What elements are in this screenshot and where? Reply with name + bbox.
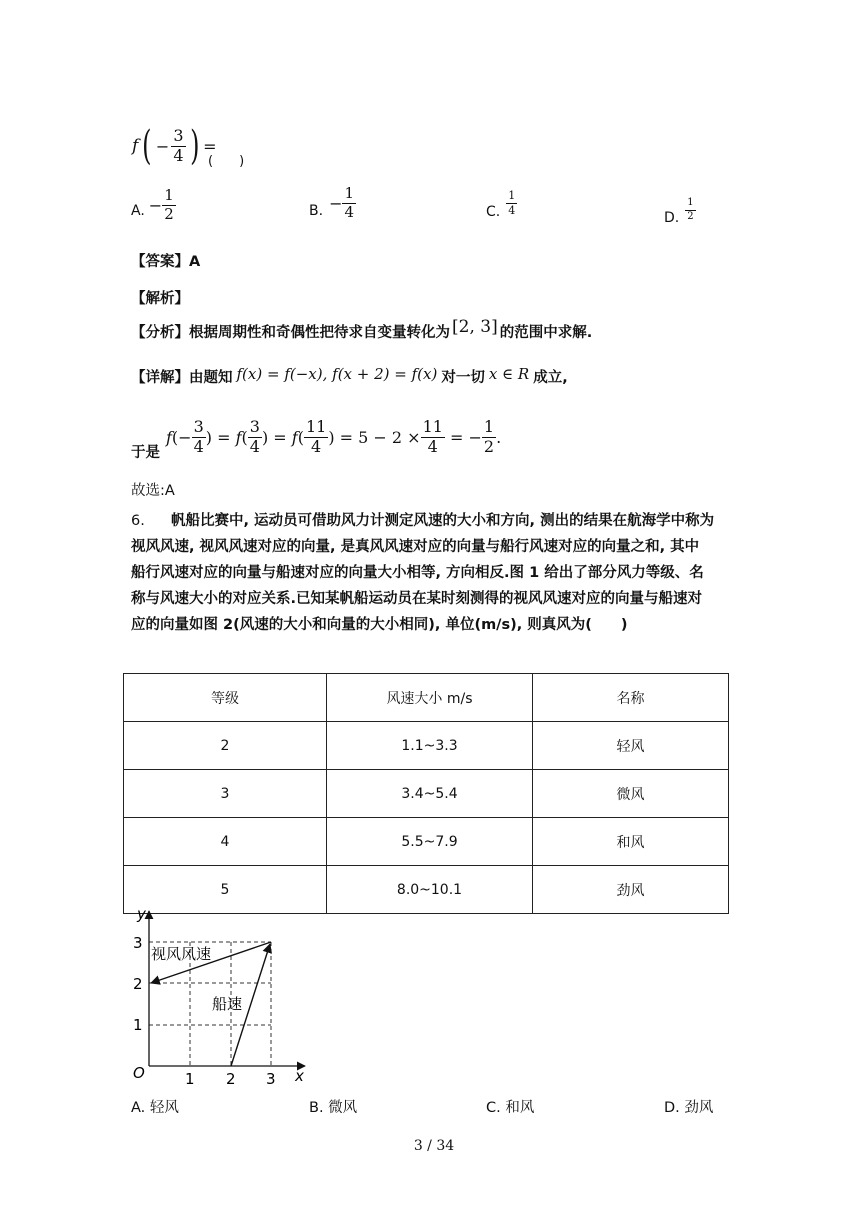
q6-option-d: D. 劲风: [664, 1100, 714, 1116]
q6-option-b: B. 微风: [309, 1100, 358, 1116]
q5-choice: 故选:A: [131, 483, 175, 499]
q5-answer: 【答案】A: [131, 254, 201, 270]
table-cell: 劲风: [533, 866, 729, 914]
formula-even-periodic: f(x) = f(−x), f(x + 2) = f(x): [236, 364, 438, 383]
q6-number: 6.: [131, 513, 145, 529]
table-cell: 轻风: [533, 722, 729, 770]
q5-fenxi: 【分析】根据周期性和奇偶性把待求自变量转化为 [2, 3] 的范围中求解.: [131, 316, 593, 341]
table-cell: 4: [124, 818, 327, 866]
interval: [2, 3]: [452, 316, 498, 337]
q5-option-d: D. $\frac{1}{2}$: [664, 197, 694, 226]
table-cell: 微风: [533, 770, 729, 818]
y-tick-label: 1: [133, 1016, 143, 1034]
table-cell: 2: [124, 722, 327, 770]
y-axis-label: y: [137, 905, 146, 923]
q5-neg: −: [155, 136, 170, 156]
table-row: [124, 770, 729, 818]
q5-paren-right: ): [189, 123, 199, 169]
table-cell: 5: [124, 866, 327, 914]
q5-xiangjie: 【详解】由题知 f(x) = f(−x), f(x + 2) = f(x) 对一切 x ∈ R 成立,: [131, 364, 568, 386]
table-header: 风速大小 m/s: [327, 674, 533, 722]
y-tick-label: 3: [133, 934, 143, 952]
table-cell: 1.1~3.3: [327, 722, 533, 770]
table-header: 等级: [124, 674, 327, 722]
table-cell: 3: [124, 770, 327, 818]
q5-eq: =: [203, 136, 217, 156]
q5-paren-left: (: [142, 123, 152, 169]
view-wind-label: 视风风速: [151, 945, 212, 963]
origin-label: O: [133, 1064, 145, 1082]
q5-blank: ( ): [208, 154, 245, 169]
table-row: [124, 818, 729, 866]
q6-option-c: C. 和风: [486, 1100, 535, 1116]
table-cell: 和风: [533, 818, 729, 866]
q5-option-b: B. − $\frac{1}{4}$: [309, 184, 355, 221]
vector-figure: [125, 905, 315, 1087]
q6-option-a: A. 轻风: [131, 1100, 179, 1116]
q6-paragraph: 6. 帆船比赛中, 运动员可借助风力计测定风速的大小和方向, 测出的结果在航海学中称为 视风风速, 视风风速对应的向量, 是真风风速对应的向量与船行风速对应的向量之和, 其中 船行风速对应的向量与船速对应的向量大小相等, 方向相反.图 1 给出了部分风力等级、名 称与风速大小的对应关系.已知某帆船运动员在某时刻测得的视风风速对应的向量与船速对 应的向量如图 2(风速的大小和向量的大小相同), 单位(m/s), 则真风为( ): [131, 508, 741, 638]
x-tick-label: 1: [185, 1070, 195, 1087]
x-tick-label: 3: [266, 1070, 276, 1087]
q5-option-a: A. − $\frac{1}{2}$: [131, 186, 174, 223]
table-header: 名称: [533, 674, 729, 722]
boat-speed-label: 船速: [212, 995, 243, 1013]
q5-analysis-title: 【解析】: [131, 291, 189, 307]
table-header-row: [124, 674, 729, 722]
q5-fraction: $\frac{3}{4}$: [173, 125, 184, 165]
q5-f: f: [132, 136, 139, 156]
x-tick-label: 2: [226, 1070, 236, 1087]
page-number: 3 / 34: [413, 1138, 455, 1154]
wind-level-table: [123, 673, 729, 914]
table-cell: 8.0~10.1: [327, 866, 533, 914]
table-cell: 3.4~5.4: [327, 770, 533, 818]
q5-yushi: 于是: [131, 445, 160, 461]
x-axis-label: x: [295, 1067, 304, 1085]
q5-derivation: f (− $\frac{3}{4}$ ) = f ( $\frac{3}{4}$ ) = f ( $\frac{11}{4}$ ) = 5 − 2 × $\frac{11}{4}$ = − $\frac{1}{2}$ .: [166, 416, 502, 456]
q5-stem: [132, 118, 217, 174]
table-cell: 5.5~7.9: [327, 818, 533, 866]
q5-option-c: C. $\frac{1}{4}$: [486, 189, 516, 221]
y-tick-label: 2: [133, 975, 143, 993]
table-row: [124, 722, 729, 770]
formula-domain: x ∈ R: [488, 364, 530, 383]
